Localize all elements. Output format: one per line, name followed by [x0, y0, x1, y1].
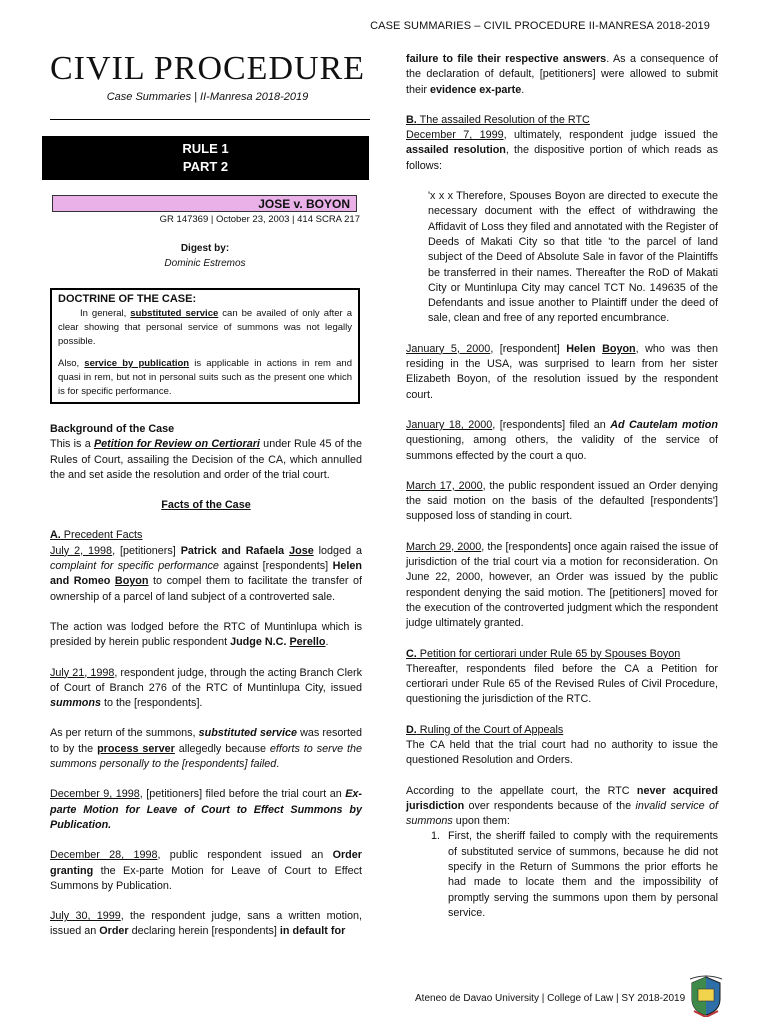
text: July 30, 1999	[50, 910, 121, 923]
fact-paragraph-8	[406, 128, 718, 174]
text: evidence ex-parte	[430, 83, 522, 96]
digest-author: Dominic Estremos	[164, 258, 246, 269]
text: Petition for certiorari under Rule 65 by Spouses Boyon	[416, 647, 681, 660]
dispositive-quote: 'x x x Therefore, Spouses Boyon are directed to execute the necessary document with the effect of withdrawing the Affidavit of Loss they filed and annotated with the Register of Deeds of Makati City so that title 'to the parcel of land subject of the Deed of Absolute Sale in favor of the Plaintiffs be transferred in their names. Thereafter the RoD of Makati City or Muntinlupa City may cancel TCT No. 149635 of the Defendants and issue another to Plaintiff under the deed of sale, clean and free of any reported encumbrance.	[428, 190, 718, 325]
text: Ruling of the Court of Appeals	[416, 723, 564, 736]
doctrine-heading: DOCTRINE OF THE CASE:	[58, 293, 197, 305]
text: , who was then residing in the USA, was surprised to learn from her sister Elizabeth Boyon, of the resolution issued by the respondent court.	[406, 342, 718, 401]
title-block	[45, 50, 370, 103]
text: Jose	[289, 544, 314, 557]
text: This is a	[50, 438, 94, 451]
facts-heading	[50, 498, 362, 513]
text: summons	[50, 697, 101, 710]
fact-paragraph-10	[406, 418, 718, 464]
text: the Ex-parte Motion for Leave of Court to Effect Summons by Publication.	[50, 864, 362, 892]
text: assailed resolution	[406, 144, 506, 157]
text: Helen	[566, 342, 603, 355]
text: lodged a	[313, 544, 362, 557]
background-paragraph	[50, 437, 362, 483]
text: , the respondent judge, sans a written motion, issued an	[50, 910, 363, 938]
text: service by publication	[84, 358, 190, 369]
text: upon them:	[452, 815, 510, 828]
rule-banner	[42, 136, 369, 180]
text: Order	[99, 925, 129, 938]
text: Precedent Facts	[60, 529, 143, 542]
list-item	[406, 829, 718, 921]
fact-paragraph-3	[50, 666, 362, 712]
text: Boyon	[602, 342, 636, 355]
text: , [petitioners]	[112, 544, 181, 557]
doctrine-box	[50, 288, 360, 404]
fact-paragraph-7	[50, 909, 362, 940]
rule-part: PART 2	[182, 159, 229, 174]
fact-paragraph-7-continued	[406, 52, 718, 98]
rule-number: RULE 1	[182, 141, 229, 156]
text: Background of the Case	[50, 423, 175, 435]
case-name-banner: JOSE v. BOYON	[52, 195, 357, 212]
text: to the [respondents].	[101, 697, 203, 710]
text: The action was lodged before the RTC of Muntinlupa which is presided by herein public respondent	[50, 620, 362, 649]
text: .	[521, 83, 525, 96]
text: never acquired jurisdiction	[406, 784, 719, 812]
text: process server	[97, 742, 175, 755]
footer-text: Ateneo de Davao University | College of Law | SY 2018-2019	[415, 993, 686, 1004]
text: invalid service of summons	[406, 799, 718, 828]
text: . As a consequence of the declaration of default, [petitioners] were allowed to submit their	[406, 53, 718, 96]
text: , respondent judge, through the acting Branch Clerk of Court of Branch 276 of the RTC of Muntinlupa City, issued	[50, 666, 362, 694]
fact-paragraph-12	[406, 540, 718, 632]
text: , ultimately, respondent judge issued the	[503, 129, 719, 142]
fact-paragraph-6	[50, 848, 362, 894]
doctrine-paragraph-1	[58, 307, 352, 349]
text: , the public respondent issued an Order denying the said motion on the basis of the defaulted [respondents'] supposed loss of standing in court.	[406, 479, 718, 523]
university-seal-icon	[688, 975, 724, 1017]
text: The assailed Resolution of the RTC	[416, 113, 590, 126]
ruling-paragraph-2	[406, 784, 718, 830]
text: was resorted to by the	[50, 727, 362, 755]
text: December 28, 1998	[50, 849, 158, 862]
text: , [petitioners] filed before the trial court an	[139, 788, 346, 801]
text: Patrick and Rafaela	[180, 544, 290, 557]
text: July 2, 1998	[50, 544, 113, 557]
right-column	[406, 52, 718, 921]
text: Helen and Romeo	[50, 560, 362, 588]
text: Petition for Review on Certiorari	[93, 438, 260, 451]
text: over respondents because of the	[464, 799, 636, 812]
text: against [respondents]	[218, 560, 333, 573]
text: to compel them to facilitate the transfer of ownership of a parcel of land subject of a controverted sale.	[50, 575, 362, 603]
text: Also,	[58, 358, 85, 369]
text: substituted service	[198, 727, 298, 740]
text: failure to file their respective answers	[406, 53, 607, 65]
title-divider	[50, 119, 370, 120]
text: under Rule 45 of the Rules of Court, assailing the Decision of the CA, which annulled the and set aside the resolution and order of the trial court.	[50, 438, 363, 481]
fact-paragraph-11	[406, 479, 718, 525]
fact-paragraph-1	[50, 544, 362, 605]
text: March 17, 2000	[406, 479, 483, 492]
section-c-heading	[406, 647, 718, 662]
text: questioning, among others, the validity of the service of summons effected by the court a quo.	[406, 434, 718, 462]
text: Perello	[289, 636, 326, 649]
fact-paragraph-13: Thereafter, respondents filed before the CA a Petition for certiorari under Rule 65 of the Revised Rules of Civil Procedure, questioning the jurisdiction of the RTC.	[406, 662, 718, 706]
text: January 5, 2000	[406, 342, 491, 355]
text: , public respondent issued an	[157, 849, 333, 862]
page-title: CIVIL PROCEDURE	[49, 50, 366, 87]
case-citation: GR 147369 | October 23, 2003 | 414 SCRA 217	[159, 214, 360, 225]
section-b-heading	[406, 113, 718, 128]
text: Boyon	[114, 575, 149, 588]
text: January 18, 2000	[406, 418, 493, 431]
text: , the dispositive portion of which reads as follows:	[406, 144, 718, 172]
text: Order granting	[50, 849, 362, 877]
doctrine-paragraph-2	[58, 357, 352, 399]
text: is applicable in actions in rem and quasi in rem, but not in personal suits such as the present one which is for specific performance.	[58, 358, 352, 397]
text: Judge N.C.	[230, 636, 290, 649]
background-heading	[50, 422, 362, 437]
text: A.	[50, 529, 61, 542]
fact-paragraph-5	[50, 787, 362, 833]
digest-label: Digest by:	[180, 243, 230, 254]
text: July 21, 1998	[50, 666, 115, 679]
text: D.	[406, 723, 417, 736]
text: efforts to serve the summons personally to the [respondents] failed	[50, 742, 362, 771]
fact-paragraph-4	[50, 726, 362, 772]
text: As per return of the summons,	[50, 727, 199, 740]
text: According to the appellate court, the RTC	[406, 784, 637, 797]
text: Ad Cautelam motion	[610, 418, 718, 431]
text: .	[276, 758, 280, 771]
text: complaint for specific performance	[50, 560, 219, 573]
left-column	[50, 422, 362, 955]
text: declaring herein [respondents]	[128, 925, 280, 938]
running-header: CASE SUMMARIES – CIVIL PROCEDURE II-MANRESA 2018-2019	[370, 20, 710, 32]
text: .	[325, 636, 329, 649]
text: can be availed of only after a clear showing that personal service of summons was not legally possible.	[58, 308, 352, 347]
text: , the [respondents] once again raised the issue of jurisdiction of the trial court via a motion for reconsideration. On June 22, 2000, however, an Order was issued by the public respondent denying the said motion. The [petitioners] moved for the execution of the controverted judgment which the respondent judge ultimately granted.	[406, 540, 718, 630]
section-a-heading	[50, 528, 362, 543]
text: December 9, 1998	[50, 788, 140, 801]
fact-paragraph-9	[406, 342, 718, 403]
fact-paragraph-2	[50, 620, 362, 651]
text: substituted service	[130, 308, 219, 319]
text: , [respondents] filed an	[492, 418, 611, 431]
section-d-heading	[406, 723, 718, 738]
ruling-list	[406, 829, 718, 921]
text: March 29, 2000	[406, 540, 482, 553]
text: in default for	[279, 925, 346, 938]
text: allegedly because	[174, 742, 270, 755]
text: Ex-parte Motion for Leave of Court to Effect Summons by Publication.	[50, 788, 363, 831]
text: December 7, 1999	[406, 129, 504, 142]
text: , [respondent]	[490, 342, 567, 355]
text: In general,	[80, 308, 131, 319]
text: B.	[406, 113, 417, 126]
ruling-paragraph-1: The CA held that the trial court had no authority to issue the questioned Resolution and Orders.	[406, 738, 718, 767]
text: First, the sheriff failed to comply with the requirements of substituted service of summons, because he did not specify in the Return of Summons the prior efforts he had made to locate them and the impossibility of promptly serving the summons upon them by personal service.	[448, 830, 718, 919]
page-subtitle: Case Summaries | II-Manresa 2018-2019	[106, 91, 309, 104]
text: 1.	[430, 830, 440, 843]
text: Facts of the Case	[161, 499, 251, 512]
text: C.	[406, 647, 417, 660]
